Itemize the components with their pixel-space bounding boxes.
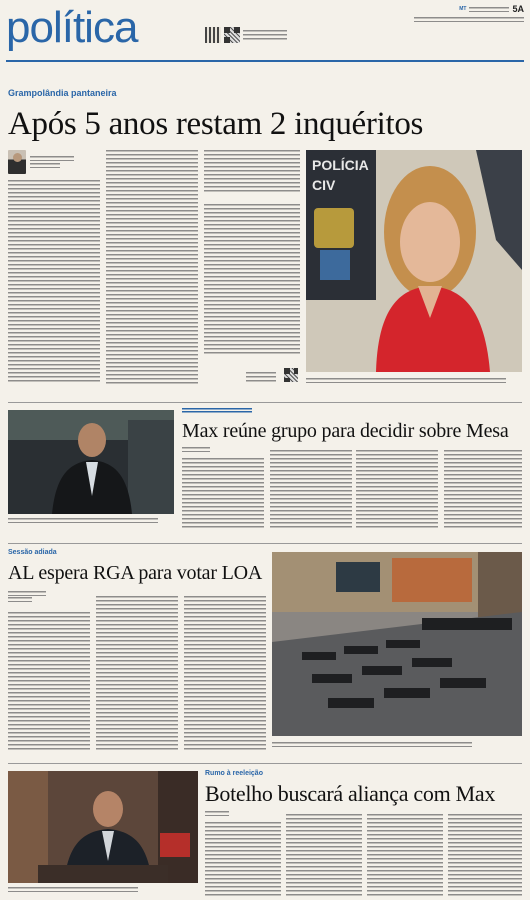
edition-badge: MT <box>459 6 467 12</box>
qr-code-icon <box>224 27 240 43</box>
date-line <box>414 4 524 22</box>
police-chief-photo <box>306 150 522 372</box>
story2-column-1 <box>182 458 264 530</box>
qr-code-icon <box>284 368 298 382</box>
story3-caption <box>272 742 522 747</box>
story1-column-1 <box>8 180 100 384</box>
author-role <box>30 163 60 168</box>
newspaper-logo <box>205 26 293 44</box>
story4-byline <box>205 811 229 816</box>
logo-text <box>243 30 287 40</box>
divider <box>8 402 522 403</box>
story3-kicker: Sessão adiada <box>8 549 57 556</box>
story1-headline: Após 5 anos restam 2 inquéritos <box>8 106 424 142</box>
svg-text:CIV: CIV <box>312 177 336 193</box>
story4-photo <box>8 771 198 883</box>
president-photo <box>8 771 198 883</box>
story1-column-3 <box>204 150 300 194</box>
story3-column-1 <box>8 612 90 750</box>
story1-caption <box>306 378 522 383</box>
story4-column-3 <box>367 814 443 896</box>
story2-column-3 <box>356 450 438 530</box>
story1-author <box>8 150 98 176</box>
story2-kicker <box>182 408 252 416</box>
story4-caption <box>8 887 198 892</box>
story2-column-2 <box>270 450 352 530</box>
author-photo <box>8 150 26 174</box>
plenary-photo <box>272 552 522 736</box>
story4-column-1 <box>205 822 281 896</box>
barcode-icon <box>205 27 221 43</box>
story3-byline <box>8 591 46 602</box>
section-title: política <box>6 3 138 52</box>
speaker-photo <box>8 410 174 514</box>
story2-headline: Max reúne grupo para decidir sobre Mesa <box>182 420 509 442</box>
story3-column-3 <box>184 596 266 750</box>
story3-photo <box>272 552 522 736</box>
story1-photo <box>306 150 522 372</box>
header-small-text <box>469 7 509 12</box>
story1-kicker: Grampolândia pantaneira <box>8 88 117 98</box>
masthead-rule <box>6 60 524 62</box>
story1-qr <box>246 368 298 382</box>
story4-kicker: Rumo à reeleição <box>205 770 263 777</box>
story4-headline: Botelho buscará aliança com Max <box>205 781 496 806</box>
page-number: 5A <box>512 4 524 14</box>
story2-caption <box>8 518 174 523</box>
story4-column-4 <box>448 814 522 896</box>
story3-column-2 <box>96 596 178 750</box>
story3-headline: AL espera RGA para votar LOA <box>8 562 263 584</box>
story4-column-2 <box>286 814 362 896</box>
masthead <box>0 0 530 62</box>
story1-column-2 <box>106 150 198 384</box>
story2-byline <box>182 447 210 452</box>
dateline-text <box>414 17 524 22</box>
svg-text:POLÍCIA: POLÍCIA <box>312 157 369 173</box>
divider <box>8 543 522 544</box>
story1-column-3b <box>204 204 300 356</box>
story2-column-4 <box>444 450 522 530</box>
divider <box>8 763 522 764</box>
story2-photo <box>8 410 174 514</box>
author-name <box>30 156 74 161</box>
